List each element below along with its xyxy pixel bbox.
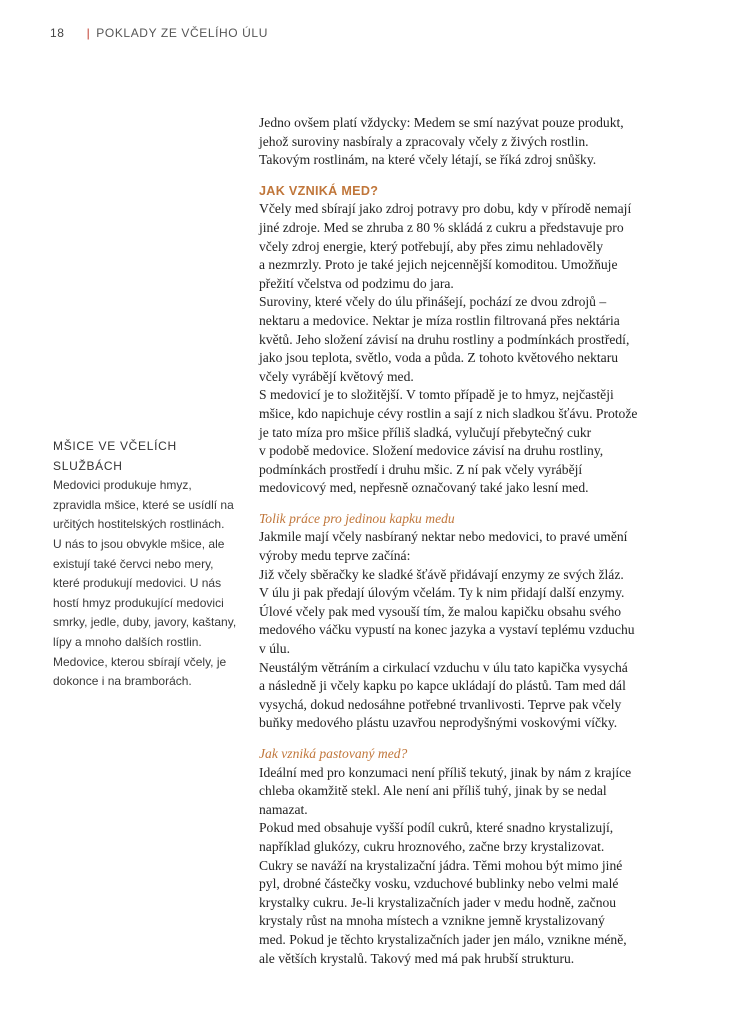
text-line: krystaly růst na mnoha místech a vznikne jemně krystalizovaný [259, 913, 605, 929]
running-header [50, 26, 268, 40]
sidebar-text-line: existují také červci nebo mery, [53, 556, 214, 571]
header-separator: | [86, 26, 91, 40]
text-line: buňky medového plástu uzavřou neprodyšnými voskovými víčky. [259, 715, 618, 731]
main-text [259, 114, 659, 968]
text-line: Neustálým větráním a cirkulací vzduchu v úlu tato kapička vysychá [259, 659, 628, 675]
text-line: Úlové včely pak med vysouší tím, že malou kapičku obsahu svého [259, 603, 622, 619]
sidebar-text-line: Medovice, kterou sbírají včely, je [53, 654, 227, 669]
text-line: Cukry se naváží na krystalizační jádra. Těmi mohou být mimo jiné [259, 857, 623, 873]
text-line: ale větších krystalů. Takový med má pak hrubší strukturu. [259, 950, 575, 966]
text-line: včely zdroj energie, který potřebují, aby přes zimu nehladověly [259, 238, 604, 254]
sidebar-note [53, 436, 241, 692]
text-line: med. Pokud je těchto krystalizačních jader jen málo, vznikne méně, [259, 931, 627, 947]
text-line: je tato míza pro mšice příliš sladká, vylučují přebytečný cukr [259, 424, 592, 440]
text-line: podmínkách prostředí i druhu mšic. Z ní pak včely vyrábějí [259, 461, 583, 477]
sidebar-text-line: dokonce i na bramborách. [53, 674, 192, 689]
text-line: Jakmile mají včely nasbíraný nektar nebo medovici, to pravé umění [259, 529, 628, 545]
text-line: Již včely sběračky ke sladké šťávě přidávají enzymy ze svých žláz. [259, 566, 624, 582]
text-line: mšice, kdo napichuje cévy rostlin a sají z nich sladkou šťávu. Protože [259, 405, 638, 421]
text-line: V úlu ji pak předají úlovým včelám. Ty k nim přidají další enzymy. [259, 585, 625, 601]
text-line: krystalky cukru. Je-li krystalizačních jader v medu hodně, začnou [259, 894, 617, 910]
sidebar-text-line: které produkují medovici. U nás [53, 576, 222, 591]
section-body [259, 764, 659, 969]
text-line: včely vyrábějí květový med. [259, 368, 414, 384]
text-line: jiné zdroje. Med se zhruba z 80 % skládá z cukru a představuje pro [259, 219, 624, 235]
subheading: Jak vzniká pastovaný med? [259, 746, 408, 761]
text-line: pyl, drobné částečky vosku, vzduchové bublinky nebo velmi malé [259, 876, 619, 892]
section-body [259, 200, 659, 498]
text-line: jako jsou teplota, světlo, voda a půda. Z tohoto květového nektaru [259, 350, 619, 366]
sidebar-heading: MŠICE VE VČELÍCH SLUŽBÁCH [53, 439, 177, 473]
sidebar-text-line: Medovici produkuje hmyz, [53, 478, 192, 493]
text-line: přežití včelstva od podzimu do jara. [259, 275, 454, 291]
text-line: květů. Jeho složení závisí na druhu rostliny a podmínkách prostředí, [259, 331, 630, 347]
sidebar-text-line: U nás to jsou obvykle mšice, ale [53, 536, 225, 551]
text-line: namazat. [259, 801, 308, 817]
text-line: S medovicí je to složitější. V tomto případě je to hmyz, nejčastěji [259, 387, 614, 403]
text-line: nektaru a medovice. Nektar je míza rostlin filtrovaná přes nektária [259, 312, 620, 328]
text-line: výroby medu teprve začíná: [259, 548, 411, 564]
text-line: Jedno ovšem platí vždycky: Medem se smí nazývat pouze produkt, [259, 115, 624, 130]
text-line: Pokud med obsahuje vyšší podíl cukrů, které snadno krystalizují, [259, 820, 614, 836]
text-line: například glukózy, cukru hroznového, začne brzy krystalizovat. [259, 838, 605, 854]
sidebar-text-line: určitých hostitelských rostlinách. [53, 517, 225, 532]
section-body [259, 528, 659, 733]
text-line: Takovým rostlinám, na které včely létají, se říká zdroj snůšky. [259, 152, 597, 168]
page-number: 18 [50, 26, 65, 40]
text-line: Ideální med pro konzumaci není příliš tekutý, jinak by nám z krajíce [259, 764, 632, 780]
text-line: v úlu. [259, 641, 290, 657]
text-line: vysychá, dokud nedosáhne potřebné trvanlivosti. Teprve pak včely [259, 696, 622, 712]
text-line: Suroviny, které včely do úlu přinášejí, pochází ze dvou zdrojů – [259, 294, 607, 310]
text-line: jehož suroviny nasbíraly a zpracovaly včely z živých rostlin. [259, 133, 589, 149]
text-line: a následně ji včely kapku po kapce ukládají do plástů. Tam med dál [259, 678, 626, 694]
text-line: chleba okamžitě stekl. Ale není ani příliš tuhý, jinak by se nedal [259, 783, 607, 799]
text-line: Včely med sbírají jako zdroj potravy pro dobu, kdy v přírodě nemají [259, 201, 632, 217]
text-line: medovicový med, nepřesně označovaný také jako lesní med. [259, 480, 589, 496]
subheading: Tolik práce pro jedinou kapku medu [259, 510, 455, 526]
text-line: a nezmrzly. Proto je také jejich nejcennější komoditou. Umožňuje [259, 257, 618, 273]
sidebar-text-line: lípy a mnoho dalších rostlin. [53, 634, 202, 649]
section-heading: JAK VZNIKÁ MED? [259, 183, 379, 198]
sidebar-text-line: smrky, jedle, duby, javory, kaštany, [53, 615, 237, 630]
text-line: medového váčku vypustí na konec jazyka a vystaví teplému vzduchu [259, 622, 635, 638]
sidebar-text-line: zpravidla mšice, které se usídlí na [53, 497, 234, 512]
book-title: POKLADY ZE VČELÍHO ÚLU [96, 26, 268, 40]
text-line: v podobě medovice. Složení medovice závisí na druhu rostliny, [259, 443, 604, 459]
sidebar-text-line: hostí hmyz produkující medovici [53, 595, 224, 610]
intro-paragraph [259, 114, 659, 170]
